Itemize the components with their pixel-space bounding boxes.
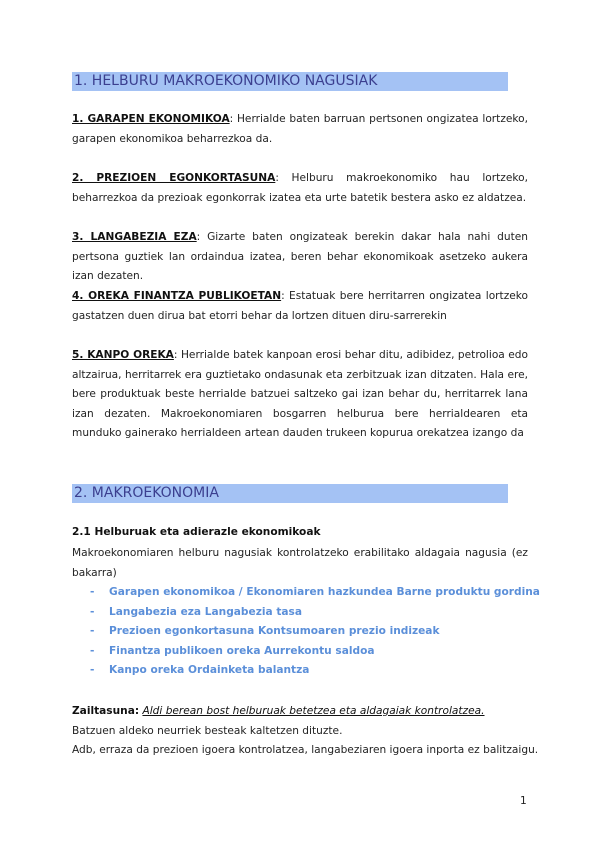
goal-1-text: : Herrialde baten barruan pertsonen ongizatea lortzeko, garapen ekonomikoa beharrezkoa da. [72,113,528,145]
difficulty-text: Aldi berean bost helburuak betetzea eta aldagaiak kontrolatzea. [142,705,485,717]
list-bullet: - [90,586,95,598]
list-item [72,583,540,603]
list-bullet: - [90,644,95,657]
list-item-text: Langabezia eza Langabezia tasa [109,605,303,618]
goal-2-text: : Helburu makroekonomiko hau lortzeko, beharrezkoa da prezioak egonkorrak izatea eta urte batetik bestera asko ez aldatzea. [72,172,528,204]
list-bullet: - [90,625,95,638]
body-line-2: Adb, erraza da prezioen igoera kontrolatzea, langabeziaren igoera inporta ez balitzaigu. [72,744,539,756]
goal-4-text: : Estatuak bere herritarren ongizatea lortzeko gastatzen duen dirua bat etorri behar da lortzen dituen diru-sarrerekin [72,290,529,322]
list-item [72,622,528,642]
subsection-2-1-heading: 2.1 Helburuak eta adierazle ekonomikoak [72,526,321,538]
goal-1-paragraph [72,110,528,149]
list-item [72,603,528,623]
goal-4-paragraph [72,287,528,326]
list-item-text: Kanpo oreka Ordainketa balantza [109,664,310,677]
goal-2-title: 2. PREZIOEN EGONKORTASUNA [72,172,276,184]
list-item-text: Finantza publikoen oreka Aurrekontu saldoa [109,644,375,657]
section-2-heading: 2. MAKROEKONOMIA [72,484,508,503]
list-item [72,642,528,662]
list-item [72,661,528,681]
goal-2-paragraph [72,169,528,208]
list-bullet: - [90,664,95,677]
section-2-intro: Makroekonomiaren helburu nagusiak kontrolatzeko erabilitako aldagaia nagusia (ez bakarra) [72,547,528,579]
goal-3-text: : Gizarte baten ongizateak berekin dakar hala nahi duten pertsona guztiek lan ordaindua izatea, beren behar ekonomikoak asetzeko aukera izan dezaten. [72,231,528,283]
difficulty-label: Zailtasuna: [72,705,140,717]
goal-3-title: 3. LANGABEZIA EZA [72,231,197,243]
section-1-heading: 1. HELBURU MAKROEKONOMIKO NAGUSIAK [72,72,508,91]
list-bullet: - [90,605,95,618]
goal-3-paragraph [72,228,528,287]
goal-1-title: 1. GARAPEN EKONOMIKOA [72,113,230,125]
goal-5-title: 5. KANPO OREKA [72,349,174,361]
page-number: 1 [520,795,527,807]
indicator-list [72,583,540,681]
body-line-1: Batzuen aldeko neurriek besteak kaltetzen dituzte. [72,725,343,737]
goal-5-paragraph [72,346,528,444]
goal-4-title: 4. OREKA FINANTZA PUBLIKOETAN [72,290,282,302]
list-item-text: Prezioen egonkortasuna Kontsumoaren prezio indizeak [109,625,440,638]
goal-5-text: : Herrialde batek kanpoan erosi behar ditu, adibidez, petrolioa edo altzairua, herritarrek era guztietako ondasunak eta zerbitzuak izan ditzaten. Hala ere, bere produktuak beste herrialde batzuei saltzeko gai izan behar du, herritarrek lana izan dezaten. Makroekonomiaren bosgarren helburua bere herrialdearen eta munduko gainerako herrialdeen artean dauden trukeen kopurua orekatzea izango da [72,349,529,440]
list-item-text: Garapen ekonomikoa / Ekonomiaren hazkundea Barne produktu gordina [109,586,540,598]
difficulty-line [72,702,485,722]
